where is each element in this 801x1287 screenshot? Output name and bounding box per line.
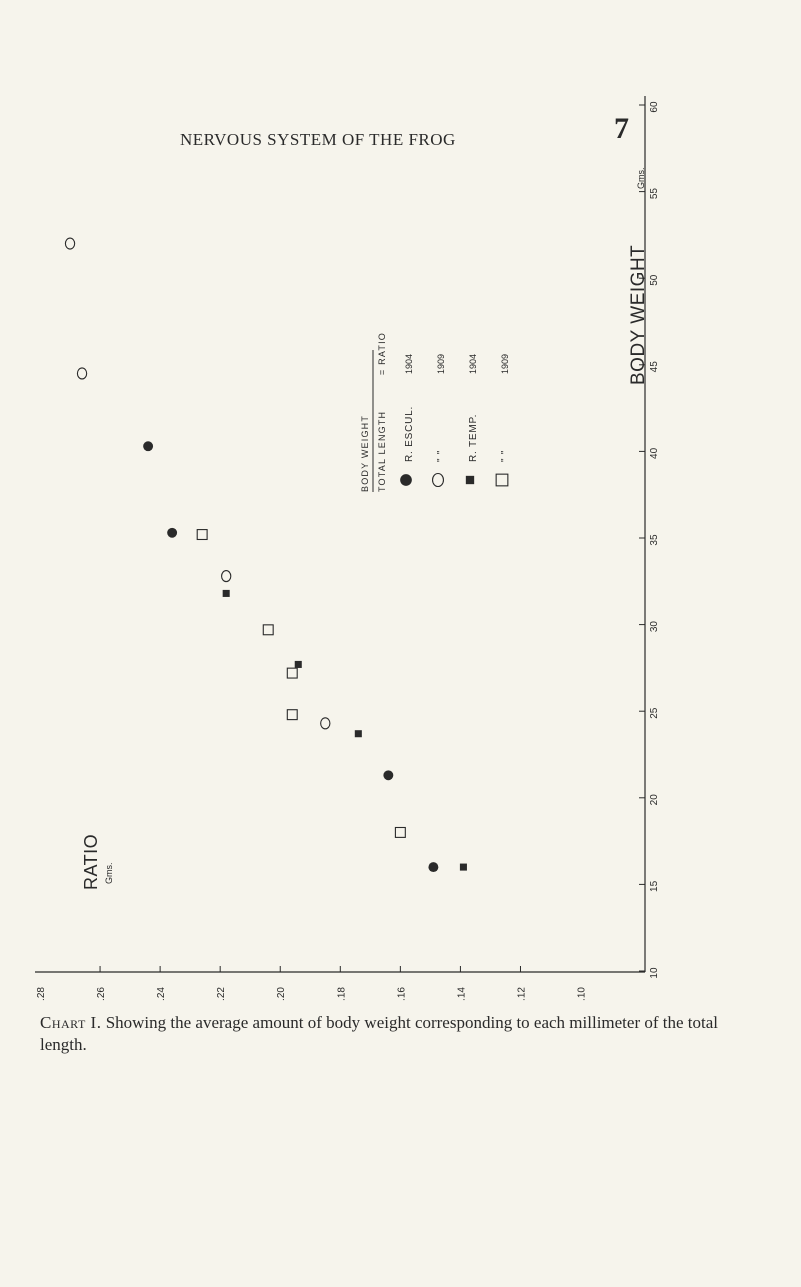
ratio-tick-label: .26 — [96, 987, 108, 1001]
ratio-tick-label: .20 — [276, 987, 288, 1001]
weight-tick-label: 50 — [649, 274, 660, 286]
legend-symbol-filled-square — [466, 476, 474, 484]
y-axis-unit: Gms. — [104, 862, 114, 884]
legend-symbol-open-square — [496, 474, 508, 486]
ratio-tick-label: .12 — [516, 987, 528, 1001]
data-point-open-circle — [222, 571, 231, 582]
data-point-filled-circle — [428, 862, 438, 872]
legend-symbol-filled-circle — [400, 474, 412, 486]
legend-year: 1904 — [404, 353, 414, 374]
ratio-tick-label: .18 — [336, 987, 348, 1001]
ratio-tick-label: .14 — [456, 987, 468, 1001]
data-point-open-square — [197, 530, 207, 540]
ratio-tick-label: .16 — [396, 987, 408, 1001]
weight-tick-label: 25 — [649, 707, 660, 719]
weight-tick-label: 15 — [649, 880, 660, 892]
data-point-open-circle — [65, 238, 74, 249]
data-point-filled-square — [295, 661, 302, 668]
ratio-tick-label: .24 — [156, 987, 168, 1001]
page-number: 7 — [614, 112, 629, 145]
caption-text: Showing the average amount of body weight corresponding to each millimeter of the total length. — [40, 1013, 719, 1054]
weight-tick-label: 10 — [649, 967, 660, 979]
data-point-open-square — [287, 710, 297, 720]
data-point-open-square — [395, 827, 405, 837]
data-point-open-square — [263, 625, 273, 635]
data-point-filled-circle — [143, 441, 153, 451]
data-point-filled-square — [223, 590, 230, 597]
x-axis-label: BODY WEIGHT — [628, 244, 649, 385]
weight-tick-label: 30 — [649, 621, 660, 633]
legend-formula-denominator: TOTAL LENGTH — [377, 410, 387, 492]
data-point-filled-circle — [167, 528, 177, 538]
data-point-open-circle — [321, 718, 330, 729]
ratio-tick-label: .22 — [216, 987, 228, 1001]
chart-caption — [40, 1012, 760, 1056]
weight-tick-label: 35 — [649, 534, 660, 546]
data-point-filled-square — [355, 730, 362, 737]
data-point-filled-circle — [383, 770, 393, 780]
legend-year: 1909 — [436, 353, 446, 374]
legend-year: 1909 — [500, 353, 510, 374]
ratio-tick-label: .10 — [576, 987, 588, 1001]
legend-formula-result: = RATIO — [377, 332, 387, 375]
legend-year: 1904 — [468, 353, 478, 374]
ratio-tick-label: .28 — [36, 987, 47, 1001]
data-point-open-square — [287, 668, 297, 678]
y-axis-label: RATIO — [81, 833, 101, 890]
legend-species: " " — [500, 449, 511, 462]
weight-tick-label: 60 — [649, 101, 660, 113]
weight-tick-label: 40 — [649, 447, 660, 459]
weight-tick-label: 55 — [649, 188, 660, 200]
legend-symbol-open-circle — [433, 474, 444, 487]
weight-tick-label: 45 — [649, 361, 660, 373]
legend-species: R. TEMP. — [468, 413, 479, 462]
weight-tick-label: 20 — [649, 794, 660, 806]
legend-species: " " — [436, 449, 447, 462]
page-header: NERVOUS SYSTEM OF THE FROG — [180, 130, 456, 149]
caption-label: Chart I. — [40, 1013, 102, 1032]
x-axis-unit: Gms. — [636, 167, 646, 189]
data-point-filled-square — [460, 864, 467, 871]
legend-formula-numerator: BODY WEIGHT — [360, 414, 370, 492]
legend-species: R. ESCUL. — [404, 405, 415, 462]
data-point-open-circle — [77, 368, 86, 379]
